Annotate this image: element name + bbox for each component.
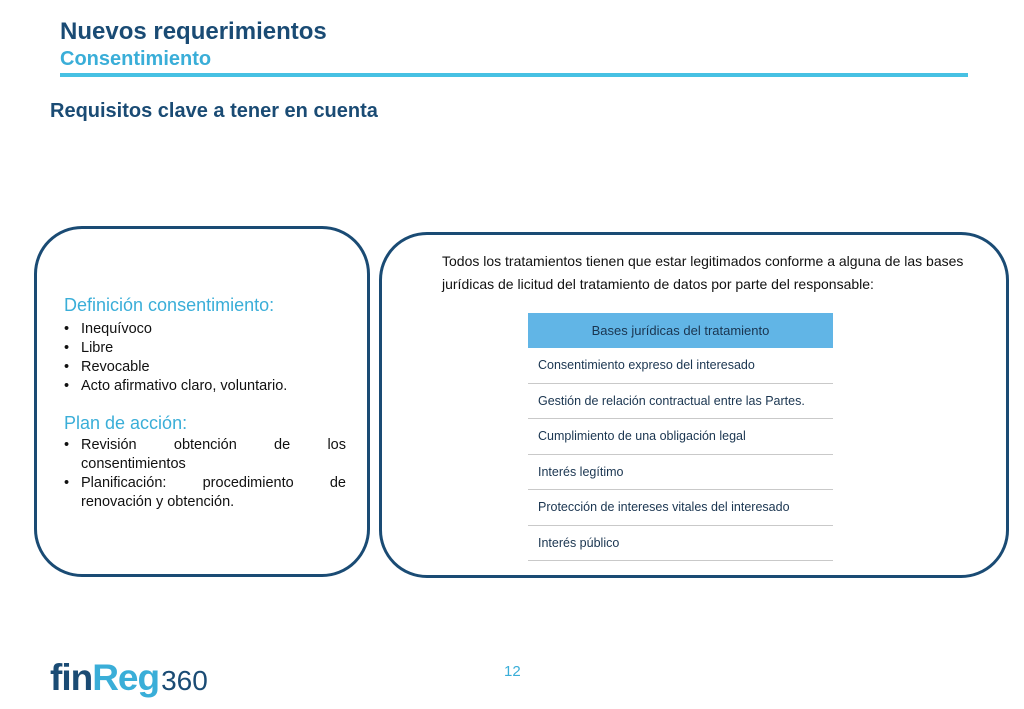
list-item-line: • Revisión obtención de los [81,437,346,453]
table-row: Interés público [528,526,833,562]
legal-bases-table [528,313,833,561]
intro-line: Todos los tratamientos tienen que estar legitimados conforme a alguna de las bases [442,253,964,269]
logo-reg: Reg [92,657,160,698]
list-item-line: consentimientos [81,456,186,472]
plan-heading: Plan de acción: [64,413,188,433]
list-item-line: • Planificación: procedimiento de [81,475,346,491]
list-item [62,436,346,474]
list-item: • Libre [62,339,346,358]
list-item: • Inequívoco [62,320,346,339]
plan-list [62,436,346,512]
table-header: Bases jurídicas del tratamiento [528,313,833,348]
list-item: • Revocable [62,358,346,377]
table-row: Interés legítimo [528,455,833,491]
page-number: 12 [504,663,521,680]
logo-fin: fin [50,657,93,698]
table-row: Consentimiento expreso del interesado [528,348,833,384]
page-title: Nuevos requerimientos [60,18,327,45]
definition-heading: Definición consentimiento: [64,295,275,315]
intro-text [442,250,992,296]
left-card [34,226,370,577]
definition-list [62,320,346,396]
intro-line: jurídicas de licitud del tratamiento de datos por parte del responsable: [442,276,874,292]
logo-num: 360 [161,665,208,696]
table-row: Gestión de relación contractual entre las Partes. [528,384,833,420]
title-divider [60,73,968,77]
right-card [379,232,1009,578]
list-item: • Acto afirmativo claro, voluntario. [62,377,346,396]
list-item [62,474,346,512]
company-logo [50,657,208,703]
list-item-line: renovación y obtención. [81,494,235,510]
table-row: Cumplimiento de una obligación legal [528,419,833,455]
table-row: Protección de intereses vitales del interesado [528,490,833,526]
page-subtitle: Consentimiento [60,48,212,70]
section-heading: Requisitos clave a tener en cuenta [50,100,378,122]
